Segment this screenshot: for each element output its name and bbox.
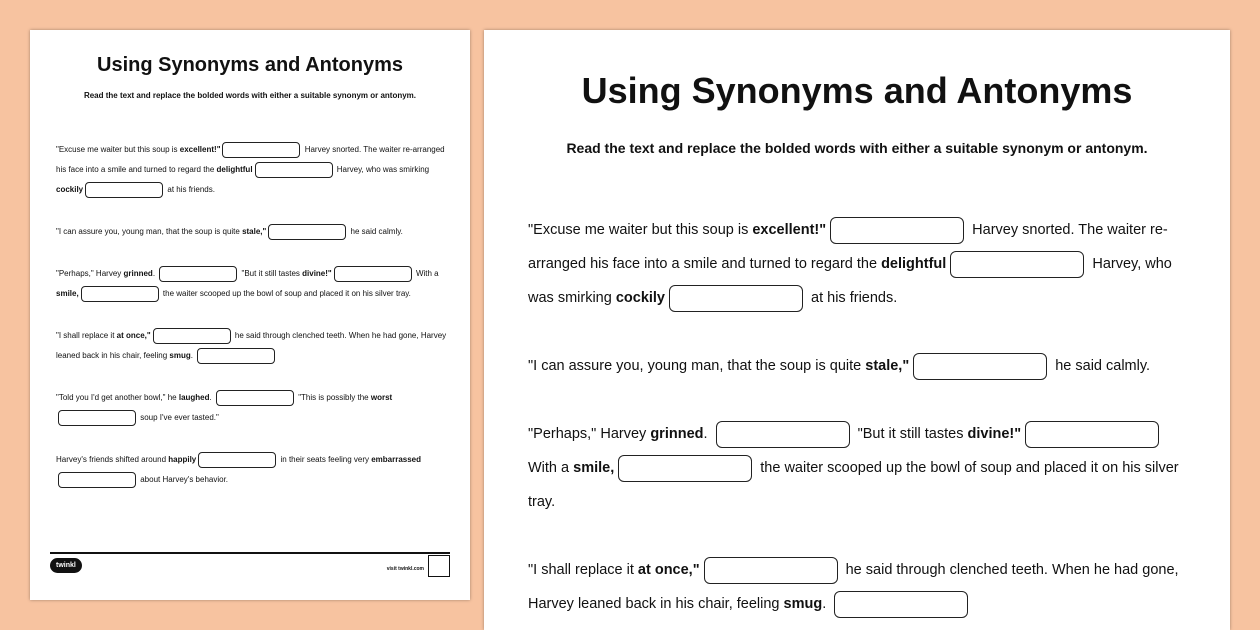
text: "Perhaps," Harvey	[528, 426, 651, 442]
page-title: Using Synonyms and Antonyms	[581, 70, 1133, 111]
paragraph	[56, 326, 448, 366]
answer-box[interactable]	[669, 285, 803, 312]
bolded-word: laughed	[178, 393, 210, 402]
text: he said through clenched teeth. When he had gone, Harvey leaned back in his chair, feeling	[56, 331, 447, 360]
answer-box[interactable]	[159, 266, 237, 282]
text: .	[152, 269, 158, 278]
text: Harvey, who was smirking	[528, 256, 1172, 306]
text: Harvey snorted. The waiter re-arranged his face into a smile and turned to regard the	[528, 222, 1168, 272]
footer-url: visit twinkl.com	[386, 566, 424, 572]
twinkl-logo: twinkl	[50, 558, 82, 573]
answer-box[interactable]	[222, 142, 300, 158]
answer-box[interactable]	[716, 421, 850, 448]
answer-box[interactable]	[85, 182, 163, 198]
text: With a	[413, 269, 439, 278]
answer-box[interactable]	[58, 472, 136, 488]
bolded-word: smug	[783, 596, 823, 612]
bolded-word: delightful	[216, 165, 253, 174]
text: he said calmly.	[1051, 358, 1151, 374]
bolded-word: smile,	[56, 289, 79, 298]
page-title: Using Synonyms and Antonyms	[97, 54, 403, 76]
text: Harvey's friends shifted around	[56, 455, 169, 464]
bolded-word: at once,"	[116, 331, 151, 340]
text: the waiter scooped up the bowl of soup and placed it on his silver tray.	[160, 289, 411, 298]
paragraph	[56, 140, 448, 200]
answer-box[interactable]	[334, 266, 412, 282]
text: "I shall replace it	[56, 331, 117, 340]
answer-box[interactable]	[268, 224, 346, 240]
answer-box[interactable]	[704, 557, 838, 584]
paragraph	[528, 553, 1193, 621]
bolded-word: smug	[169, 351, 191, 360]
text: "Told you I'd get another bowl," he	[56, 393, 179, 402]
text: "I can assure you, young man, that the soup is quite	[528, 358, 866, 374]
bolded-word: grinned	[123, 269, 153, 278]
text: "I shall replace it	[528, 562, 638, 578]
text: at his friends.	[807, 290, 898, 306]
answer-box[interactable]	[830, 217, 964, 244]
worksheet-preview-large	[484, 30, 1230, 630]
text: Harvey, who was smirking	[334, 165, 430, 174]
text: at his friends.	[165, 185, 215, 194]
paragraph	[528, 213, 1193, 315]
bolded-word: divine!"	[967, 426, 1022, 442]
worksheet-text	[528, 213, 1193, 621]
text: the waiter scooped up the bowl of soup and placed it on his silver tray.	[528, 460, 1179, 510]
text: he said through clenched teeth. When he had gone, Harvey leaned back in his chair, feeling	[528, 562, 1179, 612]
worksheet-text	[56, 140, 448, 490]
bolded-word: stale,"	[865, 358, 910, 374]
answer-box[interactable]	[950, 251, 1084, 278]
bolded-word: at once,"	[637, 562, 700, 578]
text: .	[190, 351, 196, 360]
text: he said calmly.	[348, 227, 403, 236]
text: Harvey snorted. The waiter re-arranged his face into a smile and turned to regard the	[56, 145, 445, 174]
text: soup I've ever tasted."	[138, 413, 219, 422]
paragraph	[528, 349, 1193, 383]
instructions: Read the text and replace the bolded words with either a suitable synonym or antonym.	[83, 91, 417, 100]
bolded-word: divine!"	[302, 269, 332, 278]
bolded-word: smile,	[573, 460, 615, 476]
bolded-word: grinned	[650, 426, 704, 442]
answer-box[interactable]	[834, 591, 968, 618]
answer-box[interactable]	[153, 328, 231, 344]
answer-box[interactable]	[197, 348, 275, 364]
text: in their seats feeling very	[278, 455, 372, 464]
answer-box[interactable]	[1025, 421, 1159, 448]
bolded-word: embarrassed	[371, 455, 422, 464]
answer-box[interactable]	[58, 410, 136, 426]
text: .	[822, 596, 831, 612]
text: .	[703, 426, 712, 442]
worksheet-preview-small	[30, 30, 470, 600]
answer-box[interactable]	[618, 455, 752, 482]
text: "Excuse me waiter but this soup is	[528, 222, 753, 238]
badge-icon	[428, 555, 450, 577]
paragraph	[56, 388, 448, 428]
bolded-word: happily	[168, 455, 197, 464]
text: .	[209, 393, 214, 402]
answer-box[interactable]	[255, 162, 333, 178]
text: "I can assure you, young man, that the soup is quite	[56, 227, 243, 236]
answer-box[interactable]	[913, 353, 1047, 380]
paragraph	[528, 417, 1193, 519]
text: about Harvey's behavior.	[138, 475, 229, 484]
bolded-word: excellent!"	[752, 222, 827, 238]
text: "Perhaps," Harvey	[56, 269, 124, 278]
bolded-word: delightful	[881, 256, 947, 272]
bolded-word: cockily	[615, 290, 665, 306]
paragraph	[56, 450, 448, 490]
bolded-word: cockily	[56, 185, 84, 194]
answer-box[interactable]	[216, 390, 294, 406]
bolded-word: worst	[370, 393, 393, 402]
text: With a	[528, 460, 574, 476]
paragraph	[56, 264, 448, 304]
text: "But it still tastes	[239, 269, 303, 278]
text: "Excuse me waiter but this soup is	[56, 145, 180, 154]
footer-divider	[50, 552, 450, 554]
bolded-word: excellent!"	[179, 145, 221, 154]
text: "But it still tastes	[853, 426, 968, 442]
instructions: Read the text and replace the bolded words with either a suitable synonym or antonym.	[566, 140, 1148, 156]
text: "This is possibly the	[295, 393, 371, 402]
answer-box[interactable]	[198, 452, 276, 468]
paragraph	[56, 222, 448, 242]
answer-box[interactable]	[81, 286, 159, 302]
bolded-word: stale,"	[242, 227, 267, 236]
